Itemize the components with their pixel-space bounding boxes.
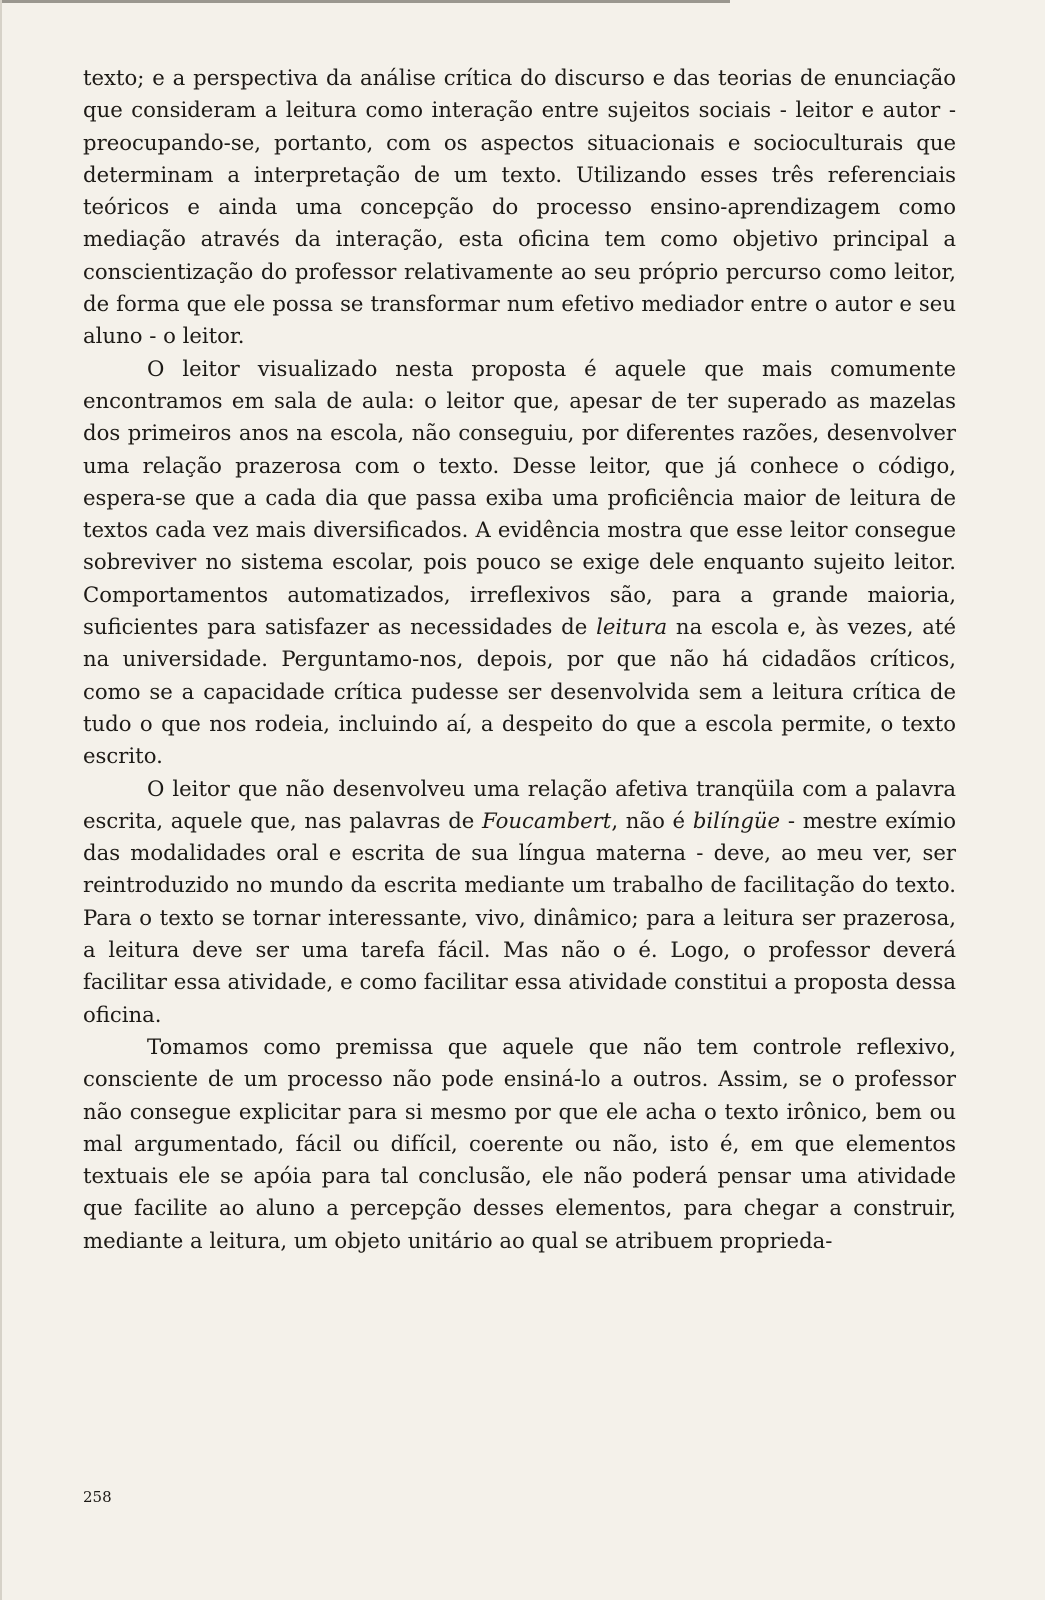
paragraph-3-text-b: , não é — [611, 807, 693, 833]
italic-name-foucambert: Foucambert — [482, 807, 612, 833]
paragraph-3 — [83, 773, 956, 1031]
page-number: 258 — [83, 1488, 112, 1506]
paragraph-1 — [83, 62, 956, 353]
italic-term-leitura: leitura — [596, 614, 668, 640]
body-text — [83, 62, 956, 1257]
paragraph-1-text: texto; e a perspectiva da análise crítica do discurso e das teorias de enunciação que consideram a leitura como interação entre sujeitos sociais - leitor e autor - preocupando-se, portanto, com os aspectos situacionais e socioculturais que determinam a interpretação de um texto. Utilizando esses três referenciais teóricos e ainda uma concepção do processo ensino-aprendizagem como mediação através da interação, esta oficina tem como objetivo principal a conscientização do professor relativamente ao seu próprio percurso como leitor, de forma que ele possa se transformar num efetivo mediador entre o autor e seu aluno - o leitor. — [83, 65, 956, 349]
paragraph-3-text-a: O leitor que não desenvolveu uma relação afetiva tranqüila com a palavra escrita, aquele que, nas palavras de — [83, 775, 956, 833]
paragraph-4-text: Tomamos como premissa que aquele que não tem controle reflexivo, consciente de um processo não pode ensiná-lo a outros. Assim, se o professor não consegue explicitar para si mesmo por que ele acha o texto irônico, bem ou mal argumentado, fácil ou difícil, coerente ou não, isto é, em que elementos textuais ele se apóia para tal conclusão, ele não poderá pensar uma atividade que facilite ao aluno a percepção desses elementos, para chegar a construir, mediante a leitura, um objeto unitário ao qual se atribuem proprieda- — [83, 1033, 956, 1253]
italic-term-bilingue: bilíngüe — [692, 807, 781, 833]
top-edge-rule — [0, 0, 730, 3]
paragraph-2-text-a: O leitor visualizado nesta proposta é aquele que mais comumente encontramos em sala de aula: o leitor que, apesar de ter superado as mazelas dos primeiros anos na escola, não conseguiu, por diferentes razões, desenvolver uma relação prazerosa com o texto. Desse leitor, que já conhece o código, espera-se que a cada dia que passa exiba uma proficiência maior de leitura de textos cada vez mais diversificados. A evidência mostra que esse leitor consegue sobreviver no sistema escolar, pois pouco se exige dele enquanto sujeito leitor. Comportamentos automatizados, irreflexivos são, para a grande maioria, suficientes para satisfazer as necessidades de — [83, 355, 956, 640]
paragraph-2-text-b: na escola e, às vezes, até na universidade. Perguntamo-nos, depois, por que não há cidadãos críticos, como se a capacidade crítica pudesse ser desenvolvida sem a leitura crítica de tudo o que nos rodeia, incluindo aí, a despeito do que a escola permite, o texto escrito. — [83, 614, 956, 769]
left-page-edge — [0, 0, 2, 1600]
paragraph-4 — [83, 1031, 956, 1257]
paragraph-2 — [83, 353, 956, 773]
paragraph-3-text-c: - mestre exímio das modalidades oral e escrita de sua língua materna - deve, ao meu ver, ser reintroduzido no mundo da escrita mediante um trabalho de facilitação do texto. Para o texto se tornar interessante, vivo, dinâmico; para a leitura ser prazerosa, a leitura deve ser uma tarefa fácil. Mas não o é. Logo, o professor deverá facilitar essa atividade, e como facilitar essa atividade constitui a proposta dessa oficina. — [83, 807, 957, 1027]
